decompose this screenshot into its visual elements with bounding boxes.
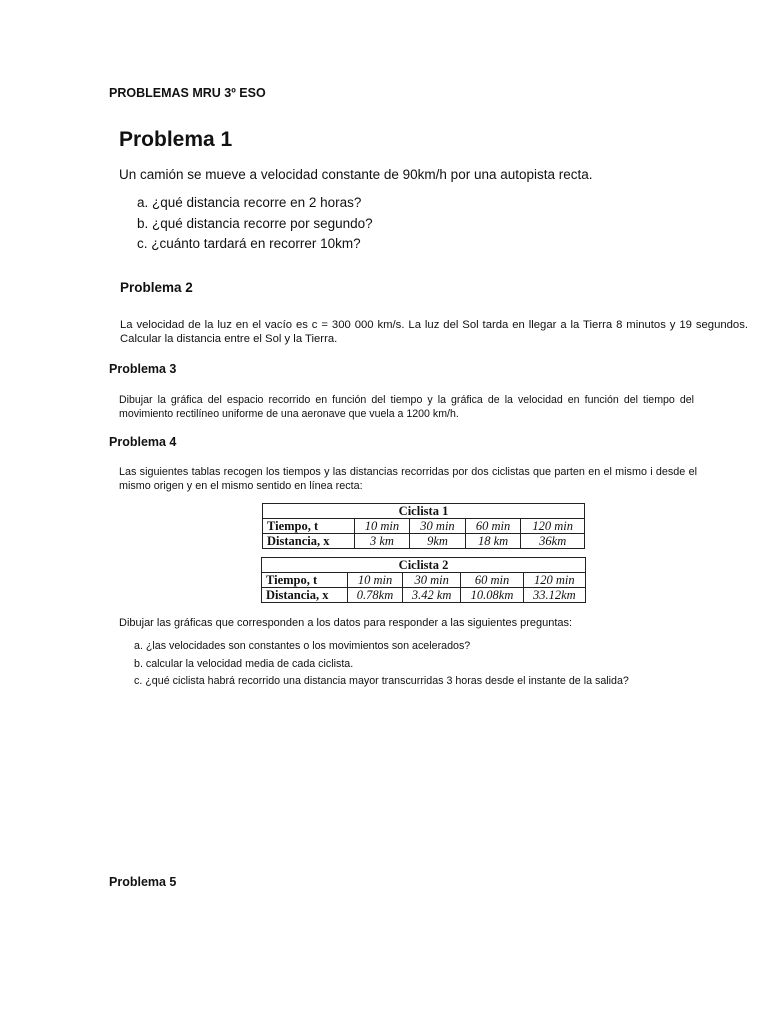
problem-2-title: Problema 2 bbox=[120, 280, 193, 295]
row-header-distance: Distancia, x bbox=[263, 534, 355, 549]
page-title: PROBLEMAS MRU 3º ESO bbox=[109, 86, 266, 100]
problem-4-question-b: b. calcular la velocidad media de cada ciclista. bbox=[134, 657, 354, 670]
problem-1-statement: Un camión se mueve a velocidad constante de 90km/h por una autopista recta. bbox=[119, 167, 593, 182]
distance-cell: 36km bbox=[521, 534, 585, 549]
problem-1-questions bbox=[137, 193, 373, 255]
problem-4-question-c: c. ¿qué ciclista habrá recorrido una distancia mayor transcurridas 3 horas desde el instante de la salida? bbox=[134, 675, 629, 687]
problem-5-title: Problema 5 bbox=[109, 875, 177, 889]
table-caption-row bbox=[262, 558, 586, 573]
distance-cell: 18 km bbox=[465, 534, 521, 549]
distance-cell: 0.78km bbox=[348, 588, 403, 603]
time-cell: 120 min bbox=[521, 519, 585, 534]
distance-cell: 3 km bbox=[354, 534, 410, 549]
table-caption: Ciclista 1 bbox=[263, 504, 585, 519]
problem-1-question-a: a. ¿qué distancia recorre en 2 horas? bbox=[137, 195, 362, 210]
table-row bbox=[262, 573, 586, 588]
time-cell: 60 min bbox=[465, 519, 521, 534]
time-cell: 30 min bbox=[402, 573, 461, 588]
problem-3-title: Problema 3 bbox=[109, 362, 177, 376]
time-cell: 10 min bbox=[354, 519, 410, 534]
cyclist-1-table bbox=[262, 503, 585, 549]
distance-cell: 10.08km bbox=[461, 588, 523, 603]
table-caption: Ciclista 2 bbox=[262, 558, 586, 573]
problem-1-question-b: b. ¿qué distancia recorre por segundo? bbox=[137, 215, 373, 231]
problem-1-question-c: c. ¿cuánto tardará en recorrer 10km? bbox=[137, 236, 361, 251]
problem-4-question-a: a. ¿las velocidades son constantes o los movimientos son acelerados? bbox=[134, 640, 471, 652]
problem-4-prompt: Dibujar las gráficas que corresponden a los datos para responder a las siguientes preguntas: bbox=[119, 617, 573, 629]
row-header-time: Tiempo, t bbox=[263, 519, 355, 534]
problem-4-intro: Las siguientes tablas recogen los tiempos y las distancias recorridas por dos ciclistas que parten en el mismo i desde el mismo origen y en el mismo sentido en línea recta: bbox=[119, 466, 697, 492]
table-row bbox=[263, 534, 585, 549]
problem-2-text: La velocidad de la luz en el vacío es c = 300 000 km/s. La luz del Sol tarda en llegar a la Tierra 8 minutos y 19 segundos. Calcular la distancia entre el Sol y la Tierra. bbox=[120, 319, 748, 345]
row-header-time: Tiempo, t bbox=[262, 573, 348, 588]
distance-cell: 33.12km bbox=[523, 588, 585, 603]
table-row bbox=[263, 519, 585, 534]
table-caption-row bbox=[263, 504, 585, 519]
time-cell: 60 min bbox=[461, 573, 523, 588]
time-cell: 120 min bbox=[523, 573, 585, 588]
distance-cell: 9km bbox=[410, 534, 466, 549]
distance-cell: 3.42 km bbox=[402, 588, 461, 603]
cyclist-2-table bbox=[261, 557, 586, 603]
problem-1-title: Problema 1 bbox=[119, 128, 233, 151]
problem-4-title: Problema 4 bbox=[109, 435, 177, 449]
row-header-distance: Distancia, x bbox=[262, 588, 348, 603]
time-cell: 10 min bbox=[348, 573, 403, 588]
problem-3-text: Dibujar la gráfica del espacio recorrido en función del tiempo y la gráfica de la velocidad en función del tiempo del movimiento rectilíneo uniforme de una aeronave que vuela a 1200 km/h. bbox=[119, 394, 694, 420]
problem-4-questions bbox=[134, 638, 629, 691]
time-cell: 30 min bbox=[410, 519, 466, 534]
table-row bbox=[262, 588, 586, 603]
